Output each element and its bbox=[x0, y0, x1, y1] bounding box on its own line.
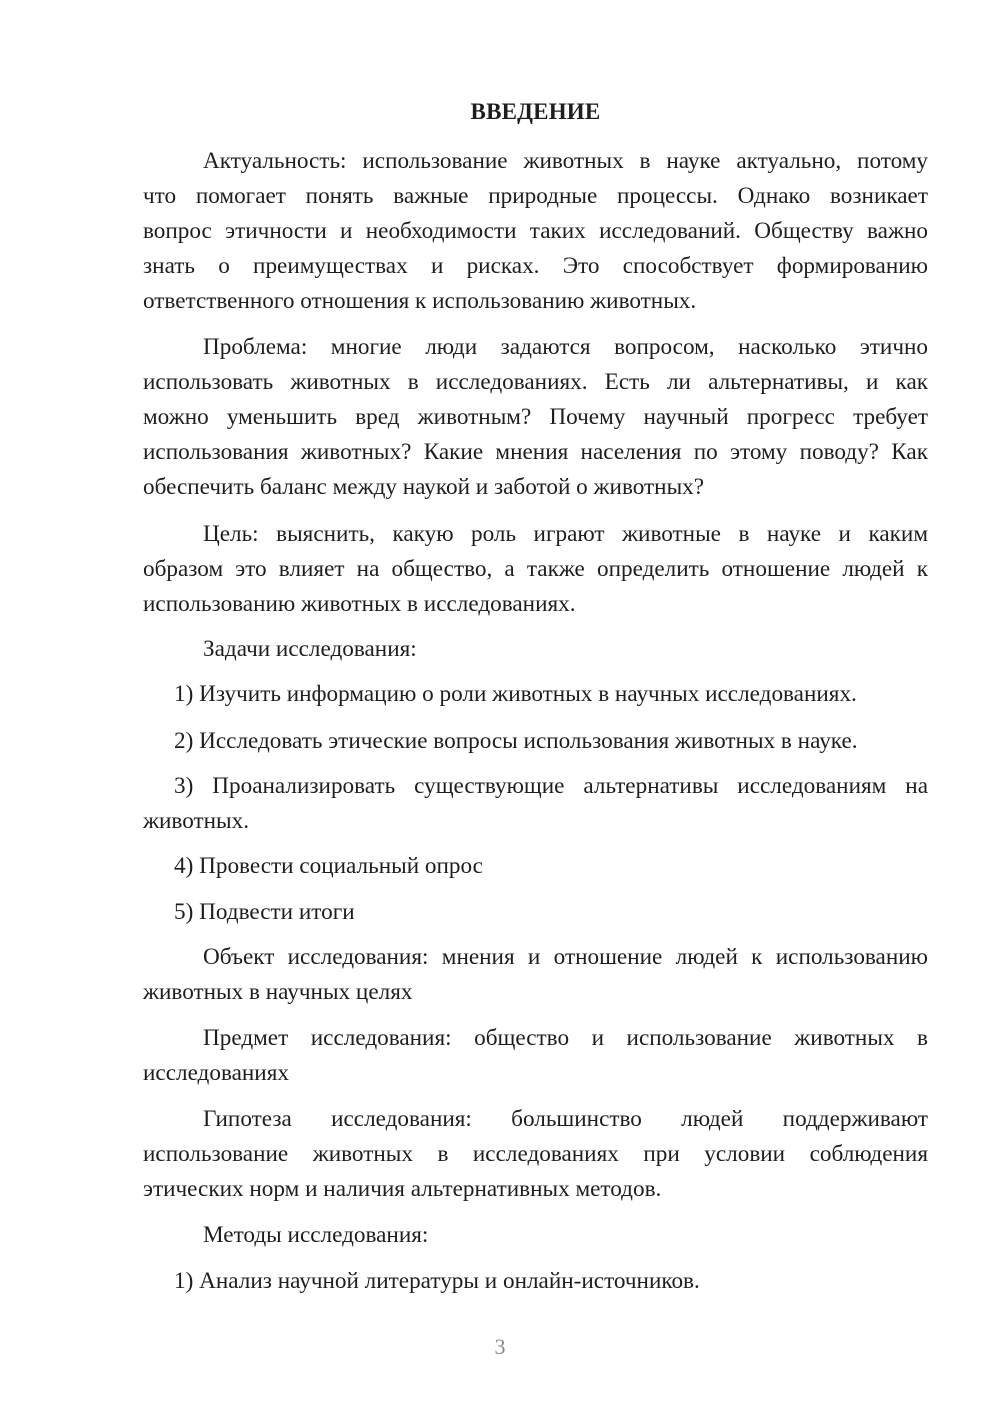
task-item: 1) Изучить информацию о роли животных в научных исследованиях. bbox=[174, 681, 857, 707]
task-item: 4) Провести социальный опрос bbox=[174, 853, 483, 879]
hypothesis-line: Гипотеза исследования: большинство людей поддерживают bbox=[203, 1106, 928, 1132]
task-item: 5) Подвести итоги bbox=[174, 899, 355, 925]
method-item: 1) Анализ научной литературы и онлайн-источников. bbox=[174, 1268, 700, 1294]
relevance-line: что помогает понять важные природные процессы. Однако возникает bbox=[143, 183, 928, 209]
page-title: ВВЕДЕНИЕ bbox=[470, 99, 601, 124]
page-number: 3 bbox=[494, 1334, 506, 1359]
problem-line: можно уменьшить вред животным? Почему научный прогресс требует bbox=[143, 404, 928, 430]
problem-line: обеспечить баланс между наукой и заботой о животных? bbox=[143, 474, 705, 500]
task-item: 2) Исследовать этические вопросы использования животных в науке. bbox=[174, 728, 858, 754]
problem-line: использования животных? Какие мнения населения по этому поводу? Как bbox=[143, 439, 928, 465]
hypothesis-line: использование животных в исследованиях при условии соблюдения bbox=[143, 1141, 928, 1167]
task-item-continuation: животных. bbox=[143, 808, 250, 834]
problem-line: Проблема: многие люди задаются вопросом, насколько этично bbox=[203, 334, 928, 360]
hypothesis-line: этических норм и наличия альтернативных методов. bbox=[143, 1176, 662, 1202]
tasks-title: Задачи исследования: bbox=[203, 636, 417, 662]
object-line: животных в научных целях bbox=[143, 979, 413, 1005]
relevance-line: вопрос этичности и необходимости таких исследований. Обществу важно bbox=[143, 218, 928, 244]
relevance-line: ответственного отношения к использованию животных. bbox=[143, 288, 697, 314]
object-line: Объект исследования: мнения и отношение людей к использованию bbox=[203, 944, 928, 970]
subject-line: исследованиях bbox=[143, 1060, 289, 1086]
relevance-line: знать о преимуществах и рисках. Это способствует формированию bbox=[143, 253, 928, 279]
task-item: 3) Проанализировать существующие альтернативы исследованиям на bbox=[174, 773, 928, 799]
problem-line: использовать животных в исследованиях. Есть ли альтернативы, и как bbox=[143, 369, 928, 395]
relevance-line: Актуальность: использование животных в науке актуально, потому bbox=[203, 148, 928, 174]
subject-line: Предмет исследования: общество и использование животных в bbox=[203, 1025, 928, 1051]
methods-title: Методы исследования: bbox=[203, 1222, 429, 1248]
goal-line: использованию животных в исследованиях. bbox=[143, 591, 576, 617]
goal-line: образом это влияет на общество, а также определить отношение людей к bbox=[143, 556, 928, 582]
goal-line: Цель: выяснить, какую роль играют животные в науке и каким bbox=[203, 521, 928, 547]
